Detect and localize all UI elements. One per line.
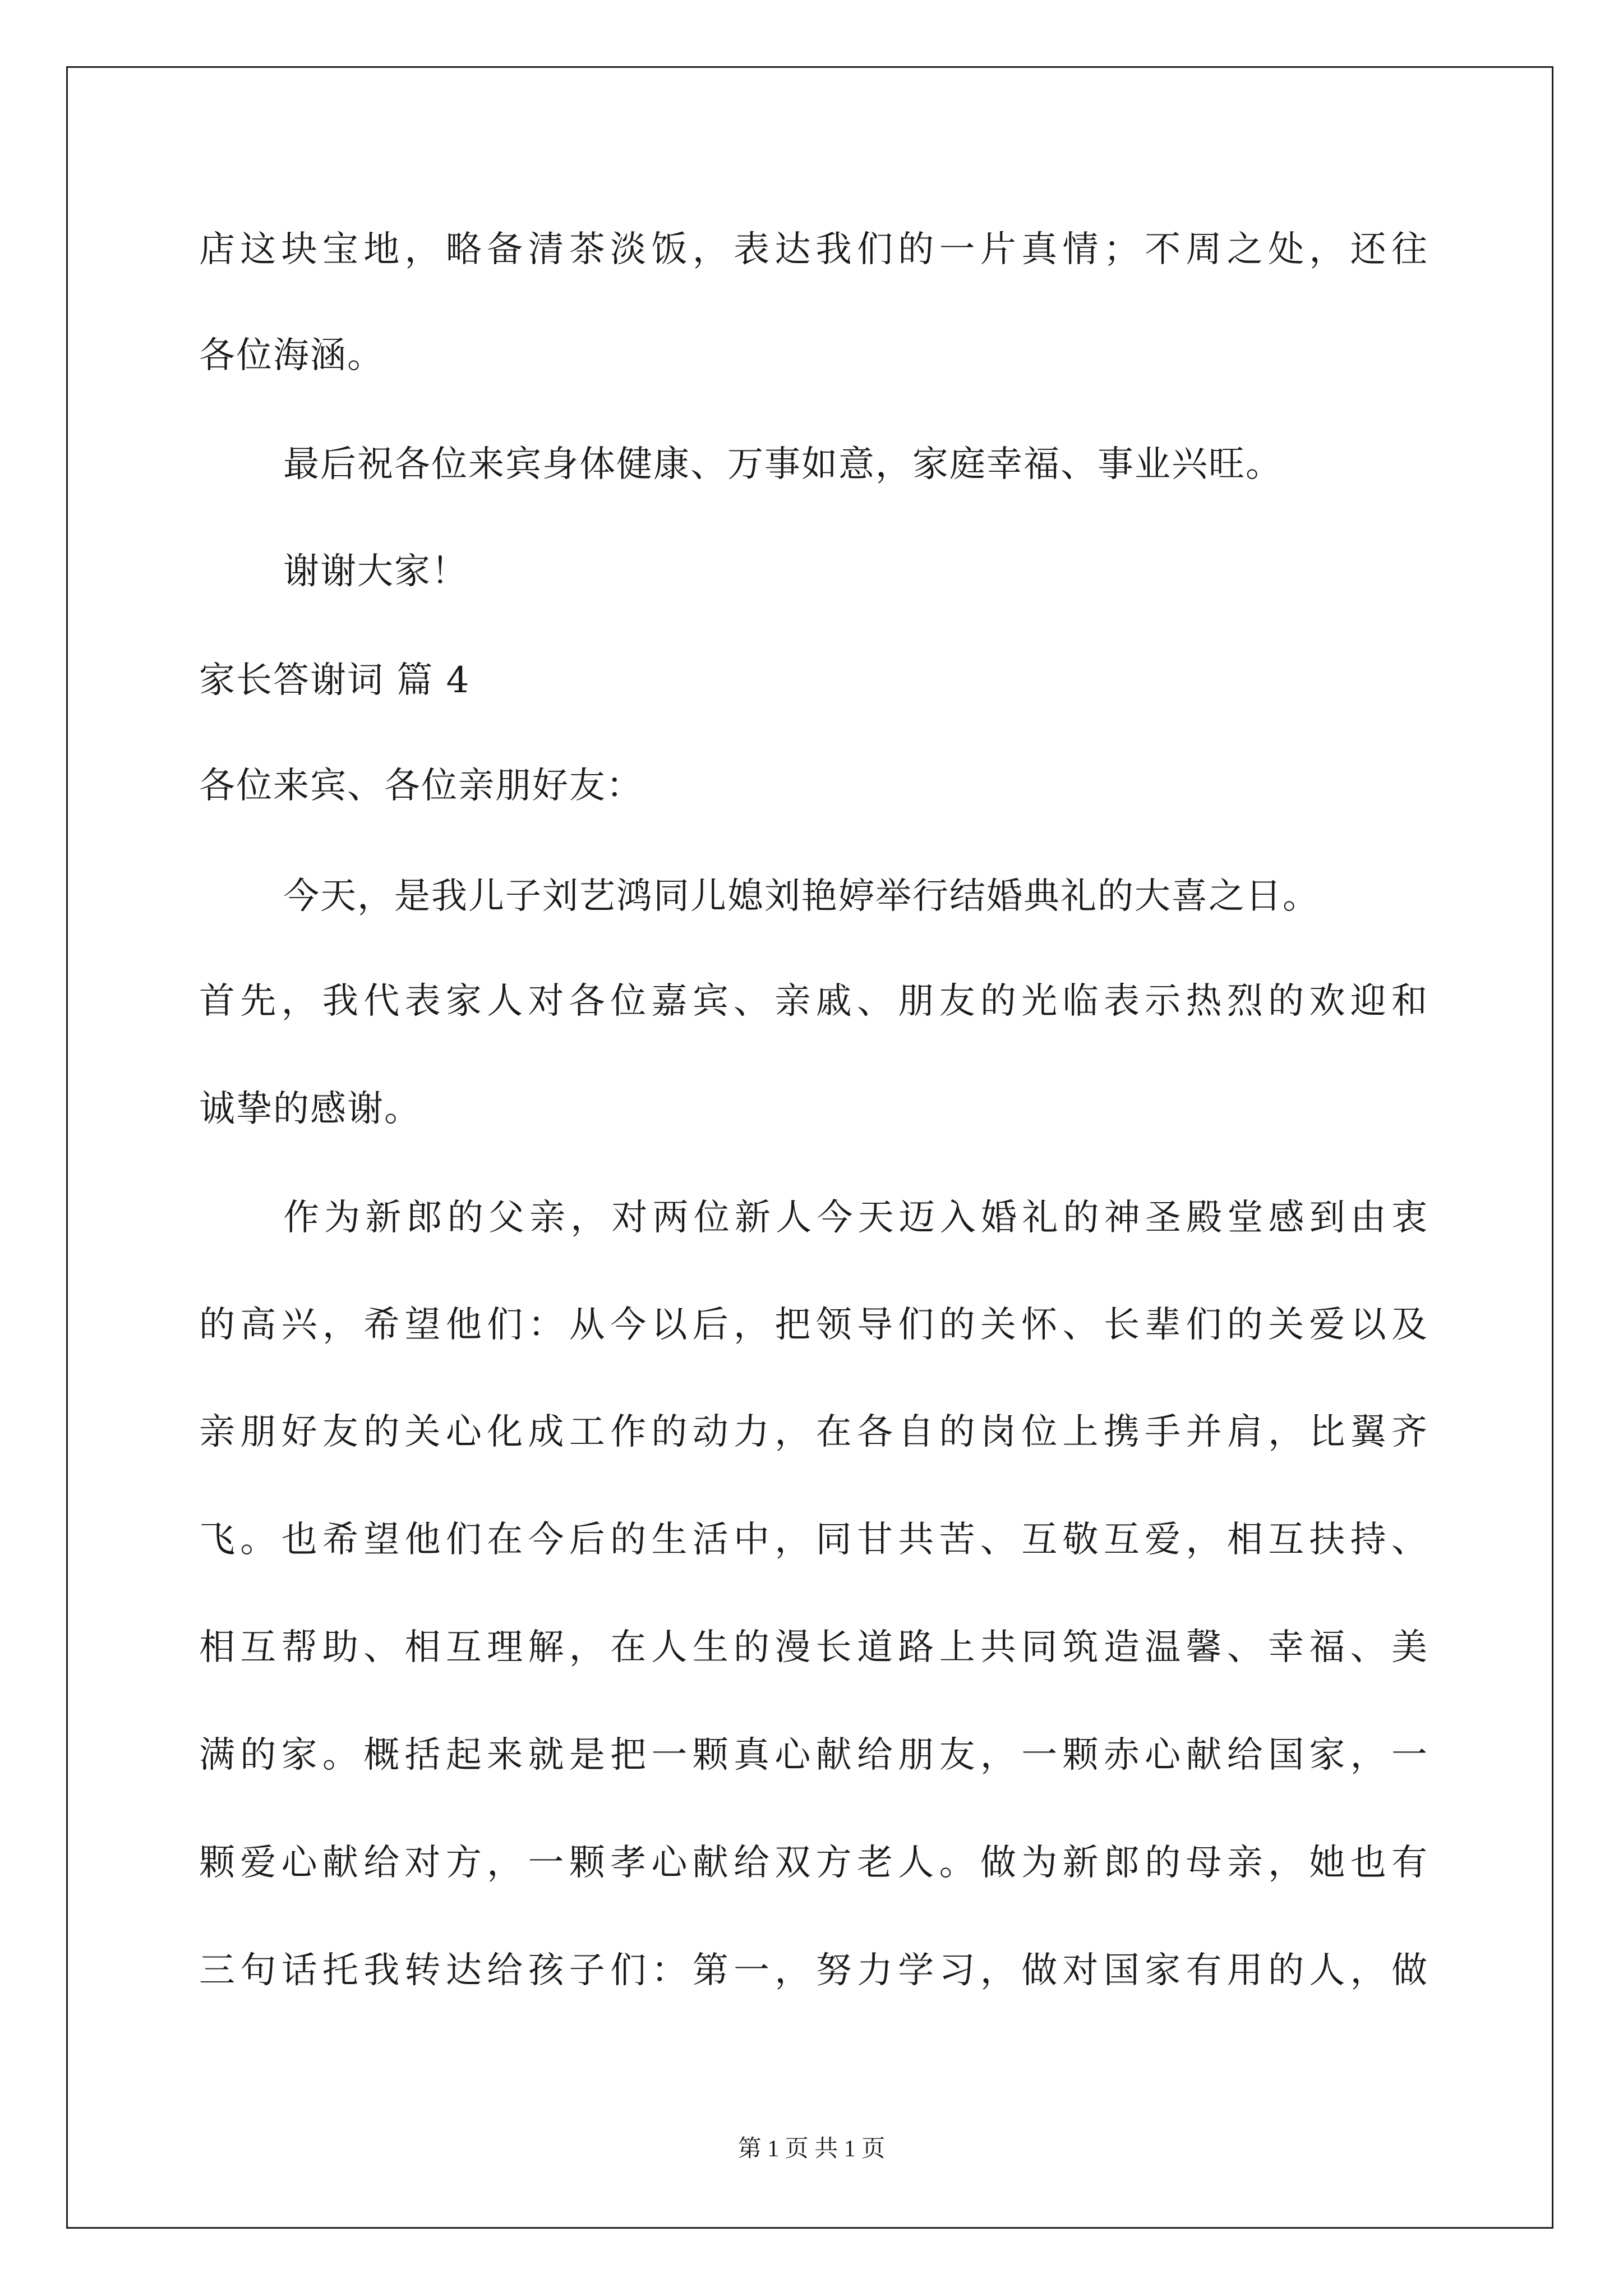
page-footer: 第 1 页 共 1 页 <box>737 2136 886 2162</box>
text-line: 各位海涵。 <box>199 335 384 376</box>
text-line: 最后祝各位来宾身体健康、万事如意，家庭幸福、事业兴旺。 <box>283 444 1283 485</box>
text-line: 相互帮助、相互理解，在人生的漫长道路上共同筑造温馨、幸福、美 <box>199 1627 1427 1668</box>
section-heading: 家长答谢词 篇 4 <box>199 660 471 701</box>
text-line: 三句话托我转达给孩子们：第一，努力学习，做对国家有用的人，做 <box>199 1950 1427 1991</box>
text-line: 今天，是我儿子刘艺鸿同儿媳刘艳婷举行结婚典礼的大喜之日。 <box>283 876 1320 917</box>
text-line: 店这块宝地，略备清茶淡饭，表达我们的一片真情；不周之处，还往 <box>199 229 1427 270</box>
text-line: 诚挚的感谢。 <box>199 1088 421 1130</box>
text-line: 颗爱心献给对方，一颗孝心献给双方老人。做为新郎的母亲，她也有 <box>199 1842 1427 1884</box>
text-line: 的高兴，希望他们：从今以后，把领导们的关怀、长辈们的关爱以及 <box>199 1304 1427 1346</box>
text-line: 亲朋好友的关心化成工作的动力，在各自的岗位上携手并肩，比翼齐 <box>199 1411 1427 1453</box>
text-line: 作为新郎的父亲，对两位新人今天迈入婚礼的神圣殿堂感到由衷 <box>283 1197 1427 1239</box>
salutation: 各位来宾、各位亲朋好友： <box>199 765 643 807</box>
text-line: 谢谢大家！ <box>283 551 468 592</box>
text-line: 飞。也希望他们在今后的生活中，同甘共苦、互敬互爱，相互扶持、 <box>199 1519 1427 1561</box>
page-border <box>66 66 1553 2229</box>
text-line: 首先，我代表家人对各位嘉宾、亲戚、朋友的光临表示热烈的欢迎和 <box>199 981 1427 1022</box>
text-line: 满的家。概括起来就是把一颗真心献给朋友，一颗赤心献给国家，一 <box>199 1734 1427 1776</box>
